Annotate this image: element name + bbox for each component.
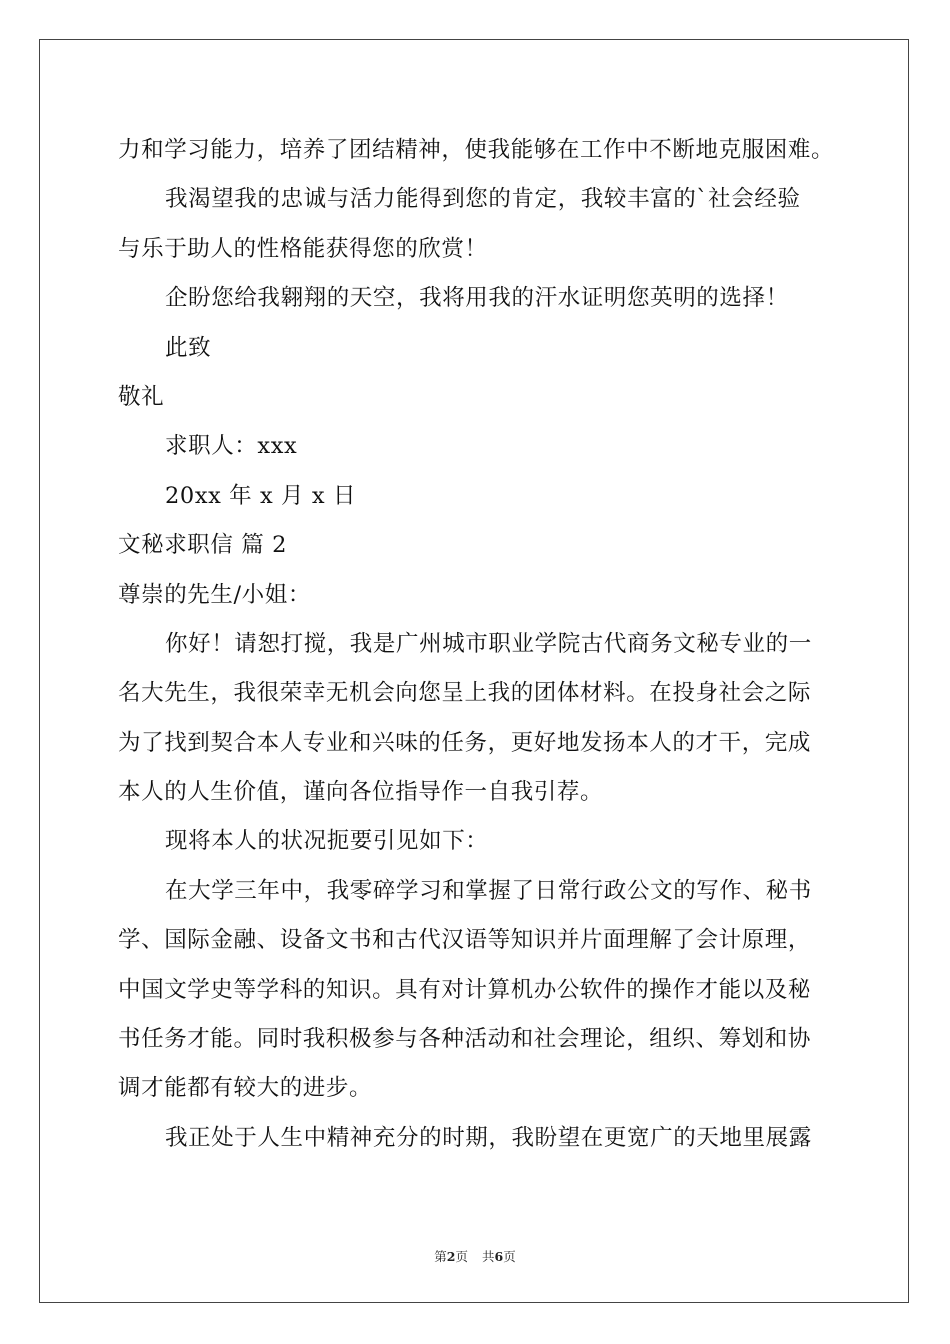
page-suffix: 页	[455, 1249, 468, 1264]
page-current: 2	[446, 1249, 456, 1264]
text-line: 为了找到契合本人专业和兴味的任务，更好地发扬本人的才干，完成	[118, 729, 812, 756]
text-line: 调才能都有较大的进步。	[118, 1075, 373, 1102]
text-line: 与乐于助人的性格能获得您的欣赏！	[118, 235, 488, 262]
page-total: 6	[494, 1249, 504, 1264]
section-heading: 文秘求职信 篇 2	[118, 532, 288, 559]
text-line: 我正处于人生中精神充分的时期，我盼望在更宽广的天地里展露	[165, 1124, 812, 1151]
text-line: 本人的人生价值，谨向各位指导作一自我引荐。	[118, 779, 604, 806]
text-line: 你好！请恕打搅，我是广州城市职业学院古代商务文秘专业的一	[165, 630, 812, 657]
text-line: 学、国际金融、设备文书和古代汉语等知识并片面理解了会计原理，	[118, 927, 812, 954]
text-line: 我渴望我的忠诚与活力能得到您的肯定，我较丰富的`社会经验	[165, 186, 801, 213]
text-line: 中国文学史等学科的知识。具有对计算机办公软件的操作才能以及秘	[118, 976, 812, 1003]
date-line: 20xx 年 x 月 x 日	[165, 482, 357, 509]
applicant-line: 求职人：xxx	[165, 433, 298, 460]
text-line: 力和学习能力，培养了团结精神，使我能够在工作中不断地克服困难。	[118, 137, 835, 163]
text-line: 书任务才能。同时我积极参与各种活动和社会理论，组织、筹划和协	[118, 1026, 812, 1053]
total-suffix: 页	[503, 1249, 516, 1264]
salutation-line: 敬礼	[118, 383, 165, 410]
text-line: 名大先生，我很荣幸无机会向您呈上我的团体材料。在投身社会之际	[118, 680, 812, 707]
page-prefix: 第	[434, 1249, 447, 1264]
total-prefix: 共	[482, 1249, 495, 1264]
text-line: 现将本人的状况扼要引见如下：	[165, 828, 489, 855]
greeting-line: 尊崇的先生/小姐：	[118, 581, 311, 608]
closing-line: 此致	[165, 334, 212, 361]
text-line: 在大学三年中，我零碎学习和掌握了日常行政公文的写作、秘书	[165, 877, 812, 904]
text-line: 企盼您给我翱翔的天空，我将用我的汗水证明您英明的选择！	[165, 285, 789, 312]
page-footer	[0, 1247, 950, 1265]
document-body	[118, 126, 834, 1163]
